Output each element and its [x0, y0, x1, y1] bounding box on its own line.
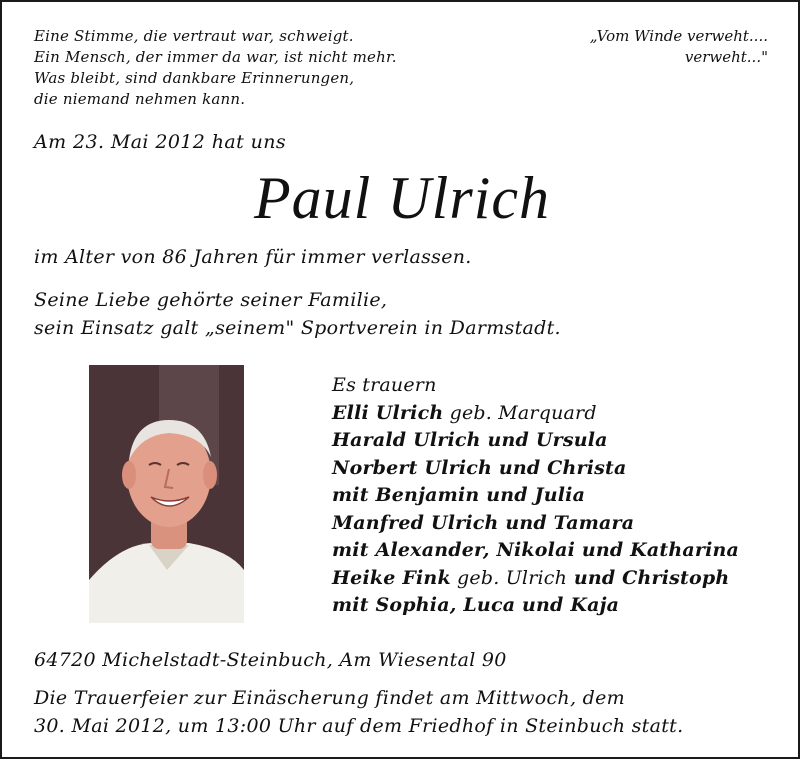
mourner-partner: und Christoph [567, 566, 730, 589]
mourner-maiden-name: geb. Marquard [443, 401, 597, 424]
address-line: 64720 Michelstadt-Steinbuch, Am Wiesental 90 [34, 649, 507, 671]
mourner-entry [332, 565, 739, 593]
mourner-entry [332, 400, 739, 428]
ceremony-line-1: Die Trauerfeier zur Einäscherung findet am Mittwoch, dem [34, 687, 625, 709]
tribute-line-2: sein Einsatz galt „seinem" Sportverein in Darmstadt. [34, 317, 561, 339]
deceased-name: Paul Ulrich [254, 165, 550, 231]
mourner-entry: Norbert Ulrich und Christa [332, 456, 627, 479]
age-line: im Alter von 86 Jahren für immer verlassen. [34, 246, 472, 268]
poem-line-2: Ein Mensch, der immer da war, ist nicht mehr. [34, 48, 397, 66]
poem-line-1: Eine Stimme, die vertraut war, schweigt. [34, 27, 354, 45]
mourner-name: Elli Ulrich [332, 401, 444, 424]
mourner-entry: mit Benjamin und Julia [332, 484, 586, 506]
mourner-name: Heike Fink [332, 566, 451, 589]
ceremony-line-2: 30. Mai 2012, um 13:00 Uhr auf dem Friedhof in Steinbuch statt. [34, 715, 684, 737]
poem-line-3: Was bleibt, sind dankbare Erinnerungen, [34, 69, 355, 87]
quote-line-2: verweht..." [684, 48, 768, 66]
mourner-entry: mit Alexander, Nikolai und Katharina [332, 539, 740, 561]
mourner-maiden-name: geb. Ulrich [450, 566, 568, 589]
portrait-photo [89, 365, 244, 623]
mourner-entry: Harald Ulrich und Ursula [332, 429, 608, 451]
poem-line-4: die niemand nehmen kann. [34, 90, 246, 108]
mourners-list [332, 372, 739, 620]
tribute-line-1: Seine Liebe gehörte seiner Familie, [34, 289, 388, 311]
mourner-entry: mit Sophia, Luca und Kaja [332, 594, 620, 616]
intro-line: Am 23. Mai 2012 hat uns [34, 131, 286, 153]
mourners-heading: Es trauern [332, 374, 437, 396]
mourner-entry: Manfred Ulrich und Tamara [332, 511, 635, 534]
quote-line-1: „Vom Winde verweht.... [589, 27, 768, 45]
portrait-illustration [89, 365, 244, 623]
